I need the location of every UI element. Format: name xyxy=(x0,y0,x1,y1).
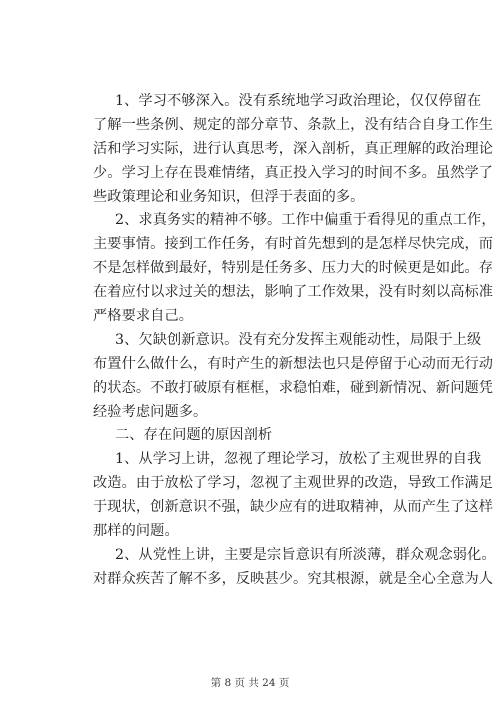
paragraph-line: 经验考虑问题多。 xyxy=(93,403,208,420)
paragraph-line: 的状态。不敢打破原有框框，求稳怕难，碰到新情况、新问题凭 xyxy=(93,379,494,396)
paragraph-line: 1、从学习上讲，忽视了理论学习，放松了主观世界的自我 xyxy=(115,451,482,468)
page-number-footer: 第 8 页 共 24 页 xyxy=(210,677,290,689)
paragraph-line: 2、求真务实的精神不够。工作中偏重于看得见的重点工作， xyxy=(115,212,496,229)
paragraph-line: 些政策理论和业务知识，但浮于表面的多。 xyxy=(93,188,365,205)
paragraph-line: 那样的问题。 xyxy=(93,523,179,540)
paragraph-line: 严格要求自己。 xyxy=(93,308,194,325)
paragraph-line: 少。学习上存在畏难情绪，真正投入学习的时间不多。虽然学了 xyxy=(93,164,494,181)
paragraph-line: 了解一些条例、规定的部分章节、条款上，没有结合自身工作生 xyxy=(93,116,494,133)
paragraph-line: 1、学习不够深入。没有系统地学习政治理论，仅仅停留在 xyxy=(115,93,482,109)
paragraph-line: 2、从党性上讲，主要是宗旨意识有所淡薄，群众观念弱化。 xyxy=(115,546,496,563)
paragraph-line: 对群众疾苦了解不多，反映甚少。究其根源，就是全心全意为人 xyxy=(93,570,494,587)
paragraph-line: 活和学习实际，进行认真思考，深入剖析，真正理解的政治理论 xyxy=(93,140,494,157)
paragraph-line: 主要事情。接到工作任务，有时首先想到的是怎样尽快完成，而 xyxy=(93,236,494,253)
paragraph-line: 3、欠缺创新意识。没有充分发挥主观能动性，局限于上级 xyxy=(115,331,482,348)
document-body xyxy=(93,90,496,592)
paragraph-line: 在着应付以求过关的想法，影响了工作效果，没有时刻以高标准 xyxy=(93,284,494,301)
paragraph-line: 改造。由于放松了学习，忽视了主观世界的改造，导致工作满足 xyxy=(93,475,494,492)
paragraph-line: 于现状，创新意识不强，缺少应有的进取精神，从而产生了这样 xyxy=(93,499,494,516)
paragraph-line: 不是怎样做到最好，特别是任务多、压力大的时候更是如此。存 xyxy=(93,260,494,277)
section-heading: 二、存在问题的原因剖析 xyxy=(115,427,273,444)
paragraph-line: 布置什么做什么，有时产生的新想法也只是停留于心动而无行动 xyxy=(93,355,494,372)
